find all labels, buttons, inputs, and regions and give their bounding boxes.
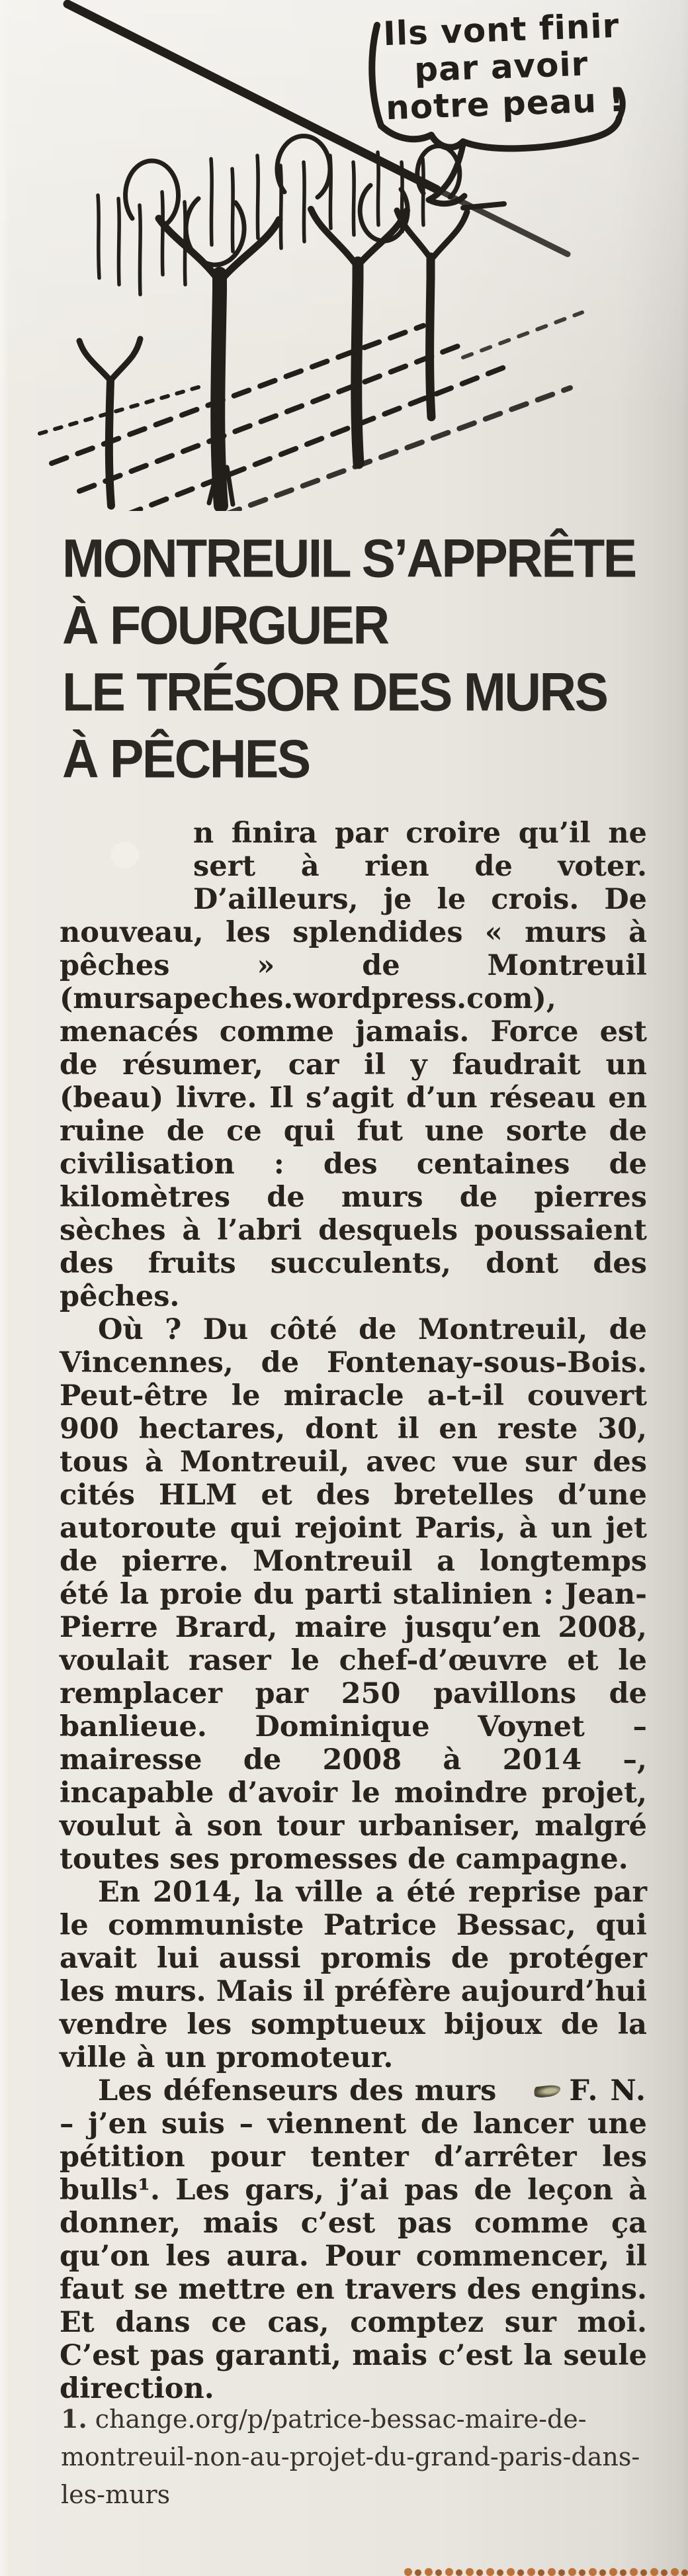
headline-line: LE TRÉSOR DES MURS [62, 662, 607, 723]
signature [496, 2074, 647, 2107]
ink-smudge-icon [534, 2084, 562, 2099]
paragraph [60, 2074, 647, 2405]
headline-line: MONTREUIL S’APPRÊTE [62, 528, 636, 589]
footnote [61, 2400, 656, 2514]
trees-illustration [0, 0, 688, 511]
paragraph-text: Les défenseurs des murs – j’en suis – viennent de lancer une pétition pour tenter d’arrêter les bulls¹. Les gars, j’ai pas de leçon à donner, mais c’est pas comme ça qu’on les aura. Pour commencer, il faut se mettre en travers des engins. Et dans ce cas, comptez sur moi. C’est pas garanti, mais c’est la seule direction. [60, 2074, 647, 2405]
footnote-text: change.org/p/patrice-bessac-maire-de-montreuil-non-au-projet-du-grand-paris-dans-les-murs [61, 2405, 640, 2509]
trees-sketch [79, 136, 467, 506]
paragraph: Où ? Du côté de Montreuil, de Vincennes, de Fontenay-sous-Bois. Peut-être le miracle a-t-il couvert 900 hectares, dont il en reste 30, tous à Montreuil, avec vue sur des cités HLM et des bretelles d’une autoroute qui rejoint Paris, à un jet de pierre. Montreuil a longtemps été la proie du parti stalinien : Jean-Pierre Brard, maire jusqu’en 2008, voulait raser le chef-d’œuvre et le remplacer par 250 pavillons de banlieue. Dominique Voynet – mairesse de 2008 à 2014 –, incapable d’avoir le moindre projet, voulut à son tour urbaniser, malgré toutes ses promesses de campagne. [60, 1313, 647, 1876]
headline-line: À FOURGUER [62, 595, 388, 656]
paragraph: En 2014, la ville a été reprise par le communiste Patrice Bessac, qui avait lui aussi promis de protéger les murs. Mais il préfère aujourd’hui vendre les somptueux bijoux de la ville à un promoteur. [60, 1876, 647, 2074]
speech-bubble-text [382, 7, 625, 127]
dots-border [402, 2565, 688, 2576]
paragraph [60, 817, 647, 1313]
article-body [60, 817, 647, 2405]
footnote-marker: 1. [61, 2404, 87, 2434]
headline [62, 526, 677, 793]
signature-initials: F. N. [569, 2074, 647, 2107]
speech-bubble-line: par avoir [413, 44, 589, 89]
ground-dashes [40, 312, 582, 511]
headline-line: À PÊCHES [62, 729, 310, 790]
paragraph-text: n finira par croire qu’il ne sert à rien de voter. D’ailleurs, je le crois. De nouveau, les splendides « murs à pêches » de Montreuil (mursapeches.wordpress.com), menacés comme jamais. Force est de résumer, car il y faudrait un (beau) livre. Il s’agit d’un réseau en ruine de ce qui fut une sorte de civilisation : des centaines de kilomètres de murs de pierres sèches à l’abri desquels poussaient des fruits succulents, dont des pêches. [60, 817, 647, 1313]
speech-bubble-line: notre peau ! [385, 80, 626, 128]
speech-bubble-line: Ils vont finir [382, 6, 621, 54]
drop-cap-container [60, 817, 193, 916]
